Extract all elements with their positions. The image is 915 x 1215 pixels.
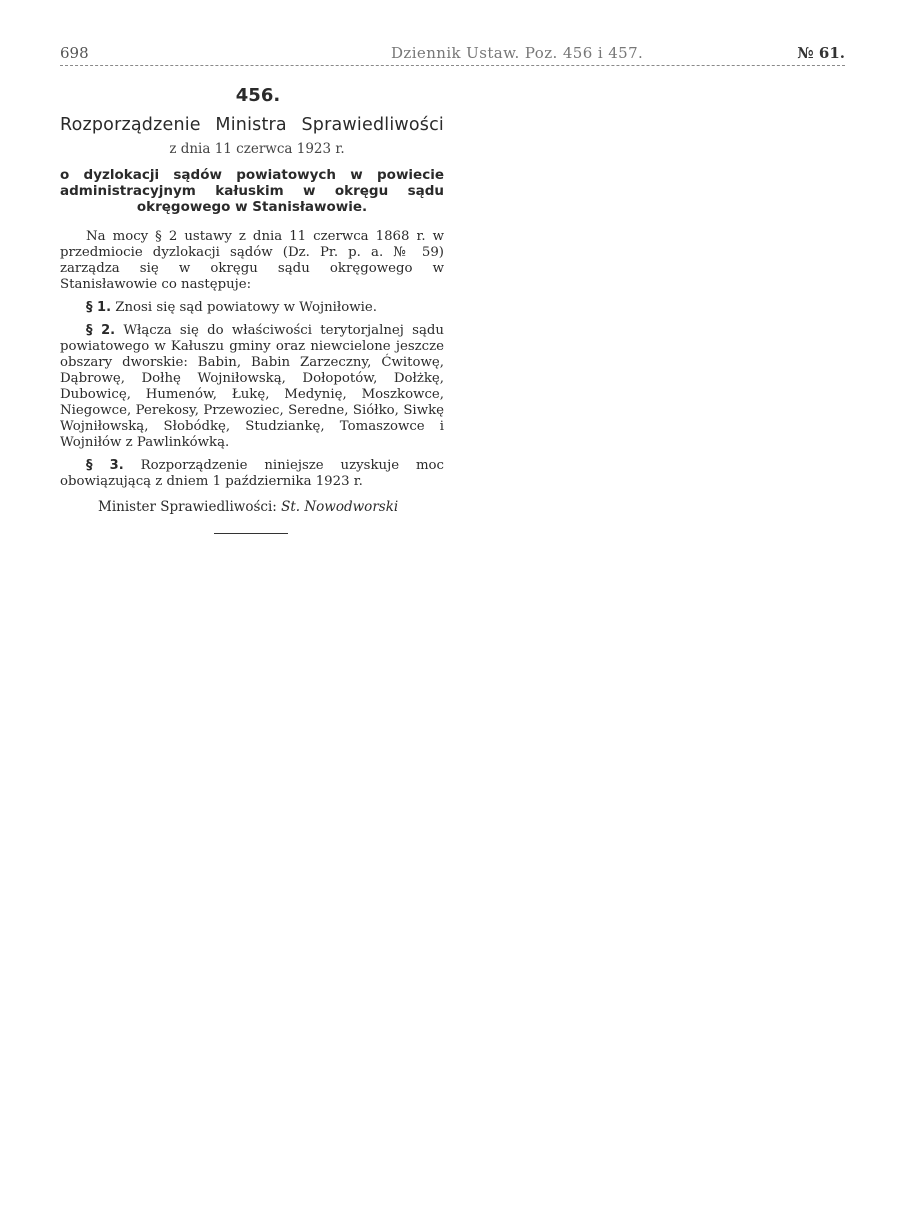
closing-divider — [214, 533, 288, 534]
issue-number: № 61. — [797, 44, 845, 62]
signature-name: St. Nowodworski — [281, 499, 399, 515]
section-paragraph-3 — [60, 458, 444, 490]
document-date: z dnia 11 czerwca 1923 r. — [169, 141, 345, 157]
document-subject — [60, 167, 444, 215]
section-label: § 1. — [86, 300, 112, 315]
header-divider — [60, 65, 845, 66]
section-text: Rozporządzenie niniejsze uzyskuje moc obowiązującą z dniem 1 października 1923 r. — [60, 458, 445, 489]
section-text: Znosi się sąd powiatowy w Wojniłowie. — [115, 300, 377, 315]
document-column — [60, 80, 444, 534]
running-title: Dziennik Ustaw. Poz. 456 i 457. — [391, 44, 644, 62]
document-title: Rozporządzenie Ministra Sprawiedliwości — [60, 115, 444, 135]
section-label: § 3. — [86, 458, 124, 473]
page-number: 698 — [60, 44, 89, 62]
document-body — [60, 229, 444, 515]
signature-line — [60, 499, 444, 515]
subject-line: okręgowego w Stanisławowie. — [136, 199, 368, 215]
subject-line: administracyjnym kałuskim w okręgu sądu — [60, 183, 444, 199]
preamble-paragraph: Na mocy § 2 ustawy z dnia 11 czerwca 1868 r. w przedmiocie dyzlokacji sądów (Dz. Pr. p. a. № 59) zarządza się w okręgu sądu okręgowego w Stanisławowie co następuje: — [60, 229, 444, 292]
subject-line: o dyzlokacji sądów powiatowych w powiecie — [60, 167, 444, 183]
signature-role: Minister Sprawiedliwości: — [98, 499, 277, 515]
section-paragraph-1 — [60, 300, 444, 316]
position-number: 456. — [235, 85, 281, 106]
page-header — [60, 44, 845, 66]
section-paragraph-2 — [60, 323, 444, 451]
section-label: § 2. — [86, 323, 116, 338]
section-text: Włącza się do właściwości terytorjalnej sądu powiatowego w Kałuszu gminy oraz niewcielone jeszcze obszary dworskie: Babin, Babin Zarzeczny, Ćwitowę, Dąbrowę, Dołhę Wojniłowską, Dołopotów, Dołżkę, Dubowicę, Humenów, Łukę, Medynię, Moszkowce, Niegowce, Perekosy, Przewoziec, Seredne, Siółko, Siwkę Wojniłowską, Słobódkę, Studziankę, Tomaszowce i Wojniłów z Pawlinkówką. — [60, 323, 444, 450]
